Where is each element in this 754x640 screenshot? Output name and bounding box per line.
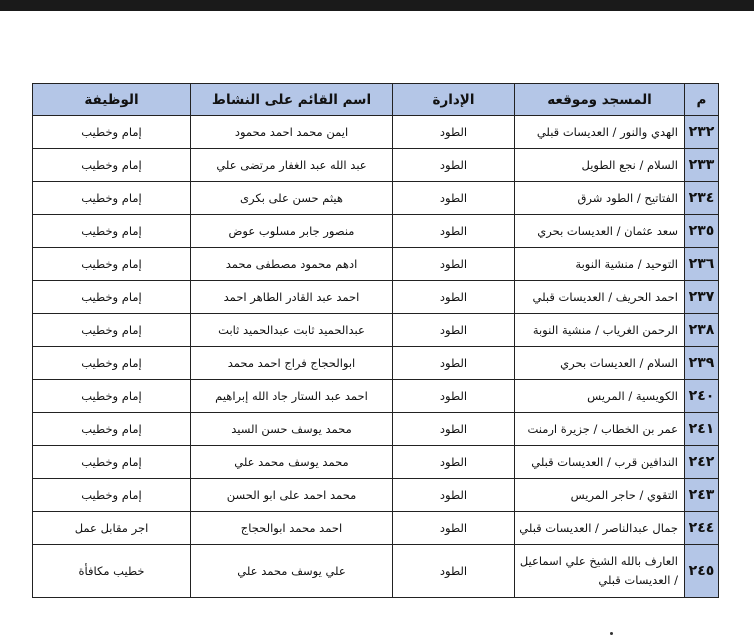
cell-job: إمام وخطيب (33, 248, 191, 281)
cell-num: ٢٤٤ (685, 512, 719, 545)
table-row (33, 149, 719, 182)
table-row (33, 347, 719, 380)
table-row (33, 116, 719, 149)
cell-mosque: الفتاتيح / الطود شرق (515, 182, 685, 215)
table-row (33, 281, 719, 314)
table-row (33, 182, 719, 215)
table-row (33, 215, 719, 248)
cell-mosque: الهدي والنور / العديسات قبلي (515, 116, 685, 149)
cell-person: عبد الله عبد الغفار مرتضى علي (191, 149, 393, 182)
mosque-table (32, 83, 719, 598)
cell-person: ايمن محمد احمد محمود (191, 116, 393, 149)
table-row (33, 380, 719, 413)
cell-num: ٢٣٩ (685, 347, 719, 380)
cell-mosque: احمد الحريف / العديسات قبلي (515, 281, 685, 314)
table-row (33, 413, 719, 446)
cell-num: ٢٣٦ (685, 248, 719, 281)
cell-admin: الطود (393, 347, 515, 380)
cell-num: ٢٤٠ (685, 380, 719, 413)
cell-job: إمام وخطيب (33, 116, 191, 149)
cell-num: ٢٣٢ (685, 116, 719, 149)
header-person: اسم القائم على النشاط (191, 84, 393, 116)
cell-admin: الطود (393, 215, 515, 248)
cell-mosque: الكويسية / المريس (515, 380, 685, 413)
cell-job: إمام وخطيب (33, 380, 191, 413)
cell-mosque: السلام / نجع الطويل (515, 149, 685, 182)
table-row (33, 314, 719, 347)
cell-mosque: سعد عثمان / العديسات بحري (515, 215, 685, 248)
cell-mosque: جمال عبدالناصر / العديسات قبلي (515, 512, 685, 545)
cell-num: ٢٣٤ (685, 182, 719, 215)
cell-mosque: عمر بن الخطاب / جزيرة ارمنت (515, 413, 685, 446)
cell-admin: الطود (393, 281, 515, 314)
cell-job: إمام وخطيب (33, 215, 191, 248)
cell-mosque: التقوي / حاجر المريس (515, 479, 685, 512)
cell-person: هيثم حسن على بكرى (191, 182, 393, 215)
cell-num: ٢٣٨ (685, 314, 719, 347)
cell-admin: الطود (393, 314, 515, 347)
cell-admin: الطود (393, 479, 515, 512)
cell-mosque: الندافين قرب / العديسات قبلي (515, 446, 685, 479)
table-row (33, 479, 719, 512)
page-mark (610, 632, 613, 635)
header-admin: الإدارة (393, 84, 515, 116)
cell-job: إمام وخطيب (33, 314, 191, 347)
cell-admin: الطود (393, 512, 515, 545)
table-row (33, 545, 719, 598)
cell-admin: الطود (393, 248, 515, 281)
cell-num: ٢٤١ (685, 413, 719, 446)
cell-job: خطيب مكافأة (33, 545, 191, 598)
cell-admin: الطود (393, 545, 515, 598)
cell-job: إمام وخطيب (33, 479, 191, 512)
cell-person: محمد يوسف حسن السيد (191, 413, 393, 446)
cell-person: محمد يوسف محمد علي (191, 446, 393, 479)
cell-person: احمد محمد ابوالحجاج (191, 512, 393, 545)
cell-mosque: العارف بالله الشيخ علي اسماعيل / العديسات قبلي (515, 545, 685, 598)
mosque-table-container (32, 83, 719, 598)
header-mosque: المسجد وموقعه (515, 84, 685, 116)
cell-admin: الطود (393, 149, 515, 182)
cell-job: إمام وخطيب (33, 281, 191, 314)
cell-mosque: التوحيد / منشية النوبة (515, 248, 685, 281)
cell-num: ٢٣٣ (685, 149, 719, 182)
table-header-row (33, 84, 719, 116)
cell-person: علي يوسف محمد علي (191, 545, 393, 598)
cell-person: احمد عبد القادر الطاهر احمد (191, 281, 393, 314)
cell-admin: الطود (393, 446, 515, 479)
cell-person: ادهم محمود مصطفى محمد (191, 248, 393, 281)
table-row (33, 248, 719, 281)
cell-job: إمام وخطيب (33, 413, 191, 446)
cell-person: عبدالحميد ثابت عبدالحميد ثابت (191, 314, 393, 347)
cell-job: اجر مقابل عمل (33, 512, 191, 545)
cell-admin: الطود (393, 413, 515, 446)
top-edge-bar (0, 0, 754, 11)
cell-person: محمد احمد على ابو الحسن (191, 479, 393, 512)
cell-admin: الطود (393, 116, 515, 149)
header-job: الوظيفة (33, 84, 191, 116)
cell-num: ٢٣٥ (685, 215, 719, 248)
cell-job: إمام وخطيب (33, 182, 191, 215)
cell-person: ابوالحجاج فراج احمد محمد (191, 347, 393, 380)
table-row (33, 512, 719, 545)
cell-person: احمد عبد الستار جاد الله إبراهيم (191, 380, 393, 413)
cell-job: إمام وخطيب (33, 347, 191, 380)
cell-num: ٢٤٢ (685, 446, 719, 479)
cell-num: ٢٤٥ (685, 545, 719, 598)
cell-person: منصور جابر مسلوب عوض (191, 215, 393, 248)
cell-mosque: الرحمن الغرياب / منشية النوبة (515, 314, 685, 347)
table-body (33, 116, 719, 598)
cell-job: إمام وخطيب (33, 149, 191, 182)
cell-mosque: السلام / العديسات بحري (515, 347, 685, 380)
cell-admin: الطود (393, 380, 515, 413)
cell-num: ٢٣٧ (685, 281, 719, 314)
cell-admin: الطود (393, 182, 515, 215)
header-num: م (685, 84, 719, 116)
cell-job: إمام وخطيب (33, 446, 191, 479)
table-row (33, 446, 719, 479)
cell-num: ٢٤٣ (685, 479, 719, 512)
